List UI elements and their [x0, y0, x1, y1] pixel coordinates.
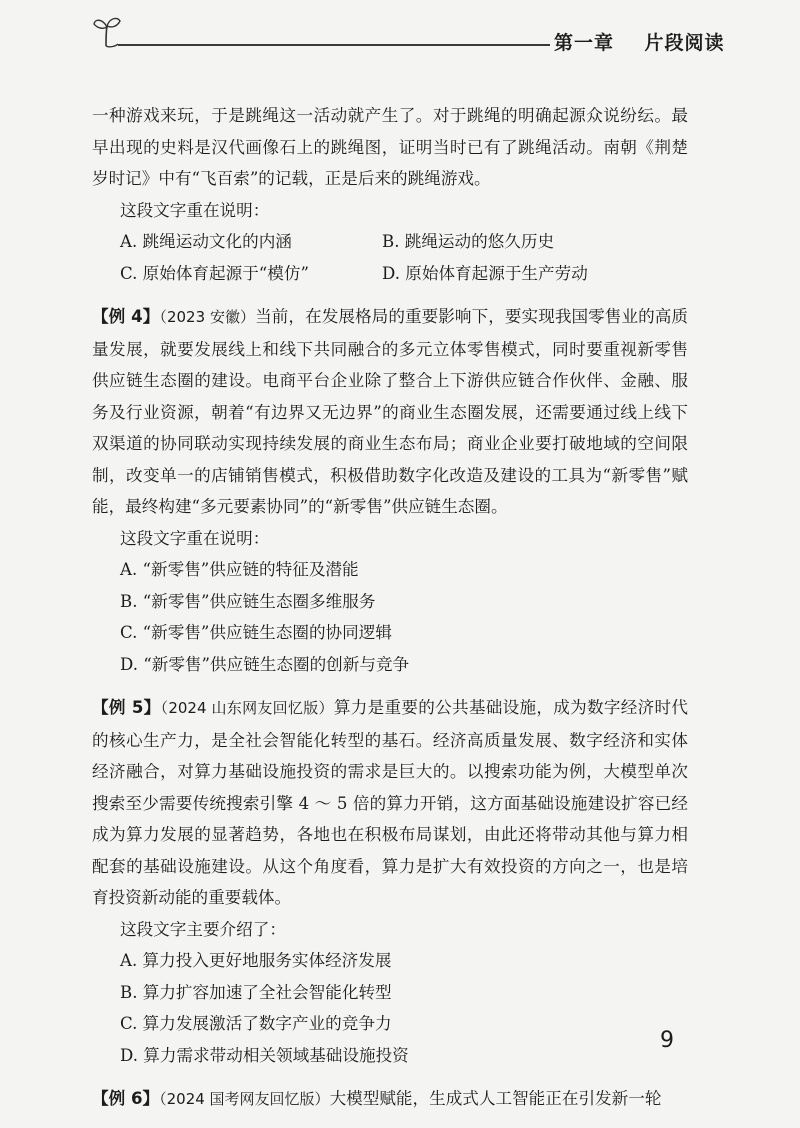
question-prompt: 这段文字重在说明：: [120, 200, 270, 220]
chapter-title: 第一章 片段阅读: [554, 32, 725, 54]
option-row: [92, 258, 688, 290]
example-source: （2024 国考网友回忆版）: [159, 1090, 330, 1108]
option-c: C. 原始体育起源于“模仿”: [120, 263, 309, 283]
option-a: A. 算力投入更好地服务实体经济发展: [120, 951, 392, 970]
option-d: D. 算力需求带动相关领域基础设施投资: [120, 1045, 409, 1065]
header-rule: [118, 44, 550, 46]
sprout-icon: [92, 14, 122, 48]
option-b: B. 跳绳运动的悠久历史: [382, 232, 555, 251]
option-d: D. “新零售”供应链生态圈的创新与竞争: [120, 654, 410, 674]
question-prompt: 这段文字重在说明：: [120, 528, 270, 548]
option-row: [92, 226, 688, 258]
passage-text: 一种游戏来玩，于是跳绳这一活动就产生了。对于跳绳的明确起源众说纷纭。最早出现的史料是汉代画像石上的跳绳图，证明当时已有了跳绳活动。南朝《荆楚岁时记》中有“飞百索”的记载，正是后来的跳绳游戏。: [92, 106, 688, 188]
example-source: （2024 山东网友回忆版）: [160, 699, 334, 717]
option-b: B. “新零售”供应链生态圈多维服务: [120, 591, 376, 611]
option-b: B. 算力扩容加速了全社会智能化转型: [120, 982, 392, 1002]
example-label: 【例 4】: [92, 307, 160, 326]
example-4-passage: [92, 301, 688, 523]
option-d: D. 原始体育起源于生产劳动: [382, 263, 588, 283]
option-a: A. 跳绳运动文化的内涵: [120, 232, 292, 251]
page-body: [92, 100, 688, 1116]
page-number: 9: [660, 1028, 674, 1053]
example-5-passage: [92, 692, 688, 914]
option-a: A. “新零售”供应链的特征及潜能: [120, 560, 359, 579]
passage-text: 算力是重要的公共基础设施，成为数字经济时代的核心生产力，是全社会智能化转型的基石。经济高质量发展、数字经济和实体经济融合，对算力基础设施投资的需求是巨大的。以搜索功能为例，大模型单次搜索至少需要传统搜索引擎 4 ～ 5 倍的算力开销，这方面基础设施建设扩容已经成为算力发展的显著趋势，各地也在积极布局谋划，由此还将带动其他与算力相配套的基础设施建设。从这个角度看，算力是扩大有效投资的方向之一，也是培育投资新动能的重要载体。: [92, 698, 688, 907]
option-c: C. 算力发展激活了数字产业的竞争力: [120, 1014, 392, 1033]
example-label: 【例 6】: [92, 1089, 160, 1108]
passage-text: 当前，在发展格局的重要影响下，要实现我国零售业的高质量发展，就要发展线上和线下共同融合的多元立体零售模式，同时要重视新零售供应链生态圈的建设。电商平台企业除了整合上下游供应链合作伙伴、金融、服务及行业资源，朝着“有边界又无边界”的商业生态圈发展，还需要通过线上线下双渠道的协同联动实现持续发展的商业生态布局；商业企业要打破地域的空间限制，改变单一的店铺销售模式，积极借助数字化改造及建设的工具为“新零售”赋能，最终构建“多元要素协同”的“新零售”供应链生态圈。: [92, 307, 688, 516]
example-6-passage: [92, 1083, 688, 1116]
passage-text: 大模型赋能，生成式人工智能正在引发新一轮: [329, 1089, 662, 1108]
question-prompt: 这段文字主要介绍了：: [120, 919, 286, 939]
page-header: [0, 0, 800, 60]
example-label: 【例 5】: [92, 698, 161, 717]
option-c: C. “新零售”供应链生态圈的协同逻辑: [120, 623, 392, 642]
example-source: （2023 安徽）: [159, 308, 256, 326]
